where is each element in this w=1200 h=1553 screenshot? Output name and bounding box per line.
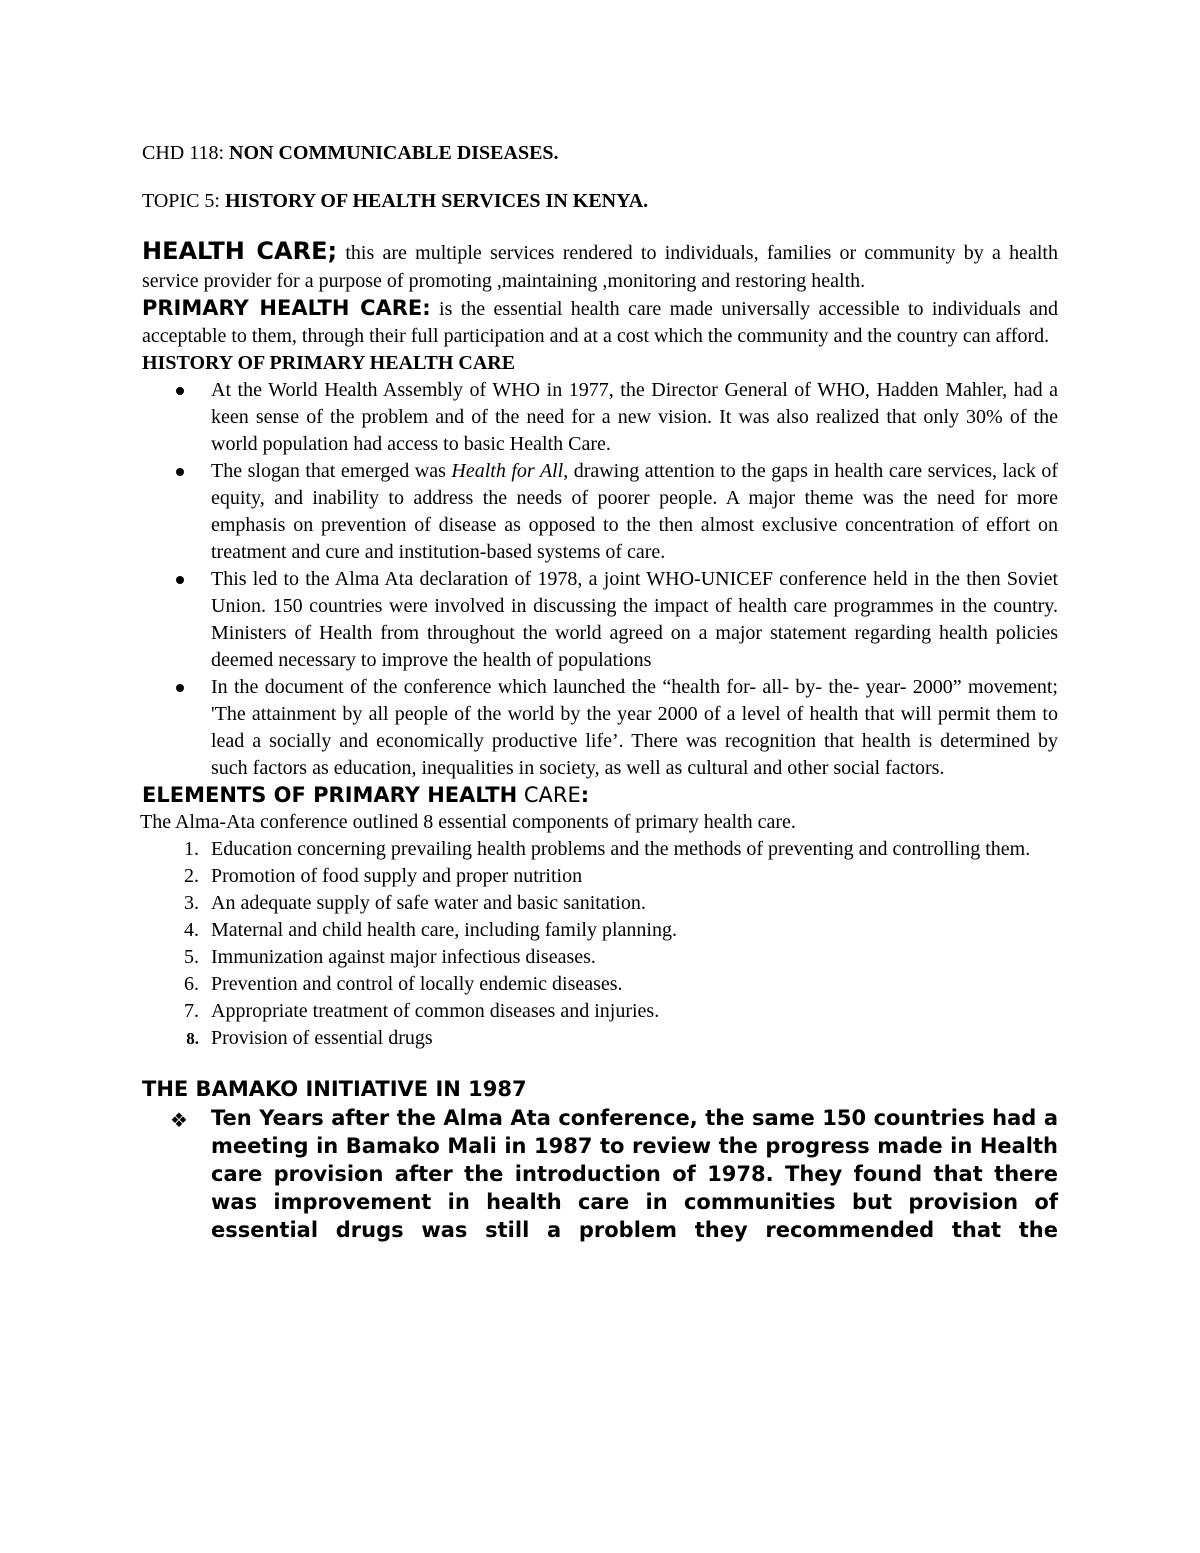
course-code: CHD 118: <box>142 142 225 164</box>
list-number: 3. <box>184 892 199 914</box>
slogan-emphasis: Health for All <box>451 460 564 482</box>
primary-health-care-term: PRIMARY HEALTH CARE: <box>142 296 431 320</box>
bullet-text: The slogan that emerged was <box>211 460 452 482</box>
history-heading-text: HISTORY OF PRIMARY HEALTH CARE <box>142 352 516 374</box>
list-number: 4. <box>184 919 199 941</box>
elements-heading-colon: : <box>580 783 590 807</box>
list-item <box>142 863 1058 890</box>
list-item <box>142 971 1058 998</box>
diamond-bullet-icon: ❖ <box>170 1108 188 1132</box>
list-number: 6. <box>184 973 199 995</box>
topic-label: TOPIC 5: <box>142 190 220 212</box>
elements-numbered-list <box>142 836 1058 1052</box>
list-item <box>142 377 1058 458</box>
list-item-text: Maternal and child health care, including family planning. <box>211 919 677 941</box>
primary-health-care-definition <box>142 295 1058 350</box>
list-number: 8. <box>186 1029 199 1048</box>
list-item <box>142 1025 1058 1052</box>
bamako-heading-text: THE BAMAKO INITIATIVE IN 1987 <box>142 1077 527 1101</box>
list-item-text: Education concerning prevailing health problems and the methods of preventing and controlling them. <box>211 838 1031 860</box>
course-title: NON COMMUNICABLE DISEASES. <box>229 142 559 164</box>
list-item-text: An adequate supply of safe water and basic sanitation. <box>211 892 646 914</box>
list-number: 7. <box>184 1000 199 1022</box>
health-care-text: this are multiple services rendered to individuals, families or community by a health service provider for a purpose of promoting ,maintaining ,monitoring and restoring health. <box>142 242 1058 292</box>
bullet-dot-icon <box>176 468 184 476</box>
list-number: 1. <box>184 838 199 860</box>
elements-heading-bold: ELEMENTS OF PRIMARY HEALTH <box>142 783 518 807</box>
list-item-text: Provision of essential drugs <box>211 1027 433 1049</box>
list-item <box>142 674 1058 782</box>
list-item-text: Prevention and control of locally endemic diseases. <box>211 973 623 995</box>
elements-heading-normal: CARE <box>517 783 581 807</box>
list-number: 2. <box>184 865 199 887</box>
bullet-dot-icon <box>176 684 184 692</box>
course-header <box>142 140 1058 167</box>
bullet-text: At the World Health Assembly of WHO in 1977, the Director General of WHO, Hadden Mahler, had a keen sense of the problem and of the need for a new vision. It was also realized that only 30% of the world population had access to basic Health Care. <box>211 379 1058 455</box>
bullet-dot-icon <box>176 576 184 584</box>
bullet-dot-icon <box>176 387 184 395</box>
list-number: 5. <box>184 946 199 968</box>
list-item <box>142 890 1058 917</box>
list-item <box>142 566 1058 674</box>
document-page <box>142 140 1058 1244</box>
list-item <box>142 998 1058 1025</box>
bamako-text: Ten Years after the Alma Ata conference, the same 150 countries had a meeting in Bamako Mali in 1987 to review the progress made in Health care provision after the introduction of 1978. They found that there was improvement in health care in communities but provision of essential drugs was still a problem they recommended that the <box>211 1106 1058 1242</box>
list-item <box>142 458 1058 566</box>
list-item <box>142 917 1058 944</box>
list-item <box>142 944 1058 971</box>
elements-heading <box>142 782 1058 809</box>
list-item-text: Promotion of food supply and proper nutrition <box>211 865 583 887</box>
topic-title: HISTORY OF HEALTH SERVICES IN KENYA. <box>224 190 649 212</box>
bullet-text: , drawing attention to the gaps in health care services, lack of equity, and inability to address the needs of poorer people. A major theme was the need for more emphasis on prevention of disease as opposed to the then almost exclusive concentration of effort on treatment and cure and institution-based systems of care. <box>211 460 1059 563</box>
history-heading <box>142 350 1058 377</box>
topic-header <box>142 188 1058 215</box>
list-item-text: Immunization against major infectious diseases. <box>211 946 596 968</box>
bullet-text: This led to the Alma Ata declaration of 1978, a joint WHO-UNICEF conference held in the then Soviet Union. 150 countries were involved in discussing the impact of health care programmes in the country. Ministers of Health from throughout the world agreed on a major statement regarding health policies deemed necessary to improve the health of populations <box>211 568 1058 671</box>
health-care-term: HEALTH CARE; <box>142 237 338 265</box>
list-item <box>142 1104 1058 1244</box>
list-item-text: Appropriate treatment of common diseases and injuries. <box>211 1000 660 1022</box>
bamako-bullet-list <box>142 1104 1058 1244</box>
primary-health-care-text: is the essential health care made universally accessible to individuals and acceptable to them, through their full participation and at a cost which the community and the country can afford. <box>142 298 1058 347</box>
bamako-heading <box>142 1076 1058 1104</box>
list-item <box>142 836 1058 863</box>
bullet-text: In the document of the conference which launched the “health for- all- by- the- year- 2000” movement; 'The attainment by all people of the world by the year 2000 of a level of health that will permit them to lead a socially and economically productive life’. There was recognition that health is determined by such factors as education, inequalities in society, as well as cultural and other social factors. <box>211 676 1058 779</box>
history-bullet-list <box>142 377 1058 782</box>
elements-intro: The Alma-Ata conference outlined 8 essential components of primary health care. <box>140 811 796 833</box>
health-care-definition <box>142 237 1058 295</box>
